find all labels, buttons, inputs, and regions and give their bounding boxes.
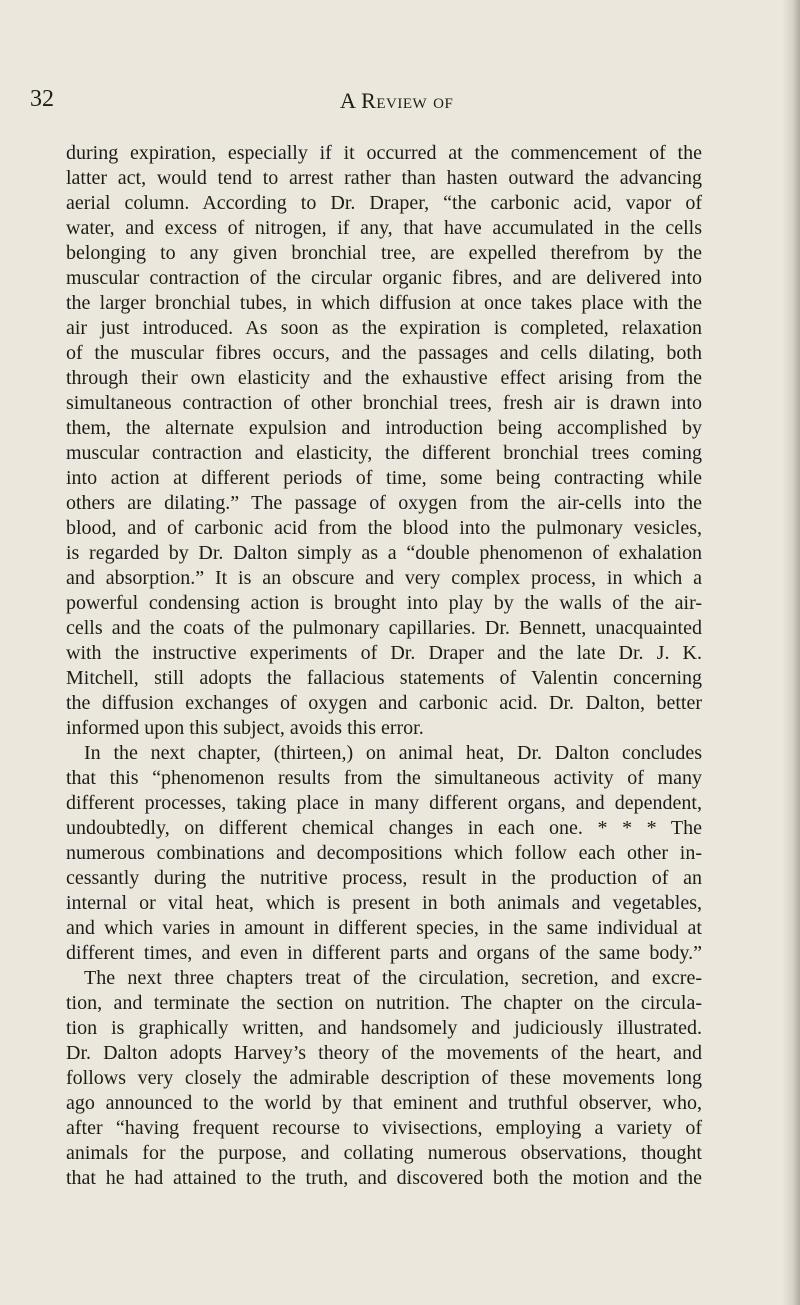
- text-line: into action at different periods of time, some being contracting while: [66, 467, 702, 489]
- text-line: with the instructive experiments of Dr. Draper and the late Dr. J. K.: [66, 642, 702, 664]
- text-line: internal or vital heat, which is present in both animals and vegetables,: [66, 892, 702, 914]
- text-line: after “having frequent recourse to vivisections, employing a variety of: [66, 1117, 702, 1139]
- text-line: tion is graphically written, and handsomely and judiciously illustrated.: [66, 1017, 702, 1039]
- page-edge-shadow: [782, 0, 800, 1305]
- text-line: different processes, taking place in many different organs, and dependent,: [66, 792, 702, 814]
- text-line: muscular contraction and elasticity, the different bronchial trees coming: [66, 442, 702, 464]
- text-line: air just introduced. As soon as the expiration is completed, relaxation: [66, 317, 702, 339]
- text-line: simultaneous contraction of other bronchial trees, fresh air is drawn into: [66, 392, 702, 414]
- text-line: that this “phenomenon results from the simultaneous activity of many: [66, 767, 702, 789]
- text-line: the larger bronchial tubes, in which diffusion at once takes place with the: [66, 292, 702, 314]
- text-line: animals for the purpose, and collating numerous observations, thought: [66, 1142, 702, 1164]
- text-line: Mitchell, still adopts the fallacious statements of Valentin concerning: [66, 667, 702, 689]
- text-line: In the next chapter, (thirteen,) on animal heat, Dr. Dalton concludes: [84, 742, 702, 764]
- text-line: is regarded by Dr. Dalton simply as a “double phenomenon of exhalation: [66, 542, 702, 564]
- text-line: through their own elasticity and the exhaustive effect arising from the: [66, 367, 702, 389]
- text-line: belonging to any given bronchial tree, are expelled therefrom by the: [66, 242, 702, 264]
- text-line: and which varies in amount in different species, in the same individual at: [66, 917, 702, 939]
- text-line: during expiration, especially if it occurred at the commencement of the: [66, 142, 702, 164]
- text-line: informed upon this subject, avoids this error.: [66, 717, 424, 739]
- text-line: of the muscular fibres occurs, and the passages and cells dilating, both: [66, 342, 702, 364]
- running-head: A Review of: [340, 88, 454, 113]
- text-line: ago announced to the world by that eminent and truthful observer, who,: [66, 1092, 702, 1114]
- text-line: The next three chapters treat of the circulation, secretion, and excre-: [84, 967, 702, 989]
- text-line: different times, and even in different parts and organs of the same body.”: [66, 942, 702, 964]
- text-line: that he had attained to the truth, and discovered both the motion and the: [66, 1167, 702, 1189]
- text-line: aerial column. According to Dr. Draper, “the carbonic acid, vapor of: [66, 192, 702, 214]
- text-line: tion, and terminate the section on nutrition. The chapter on the circula-: [66, 992, 702, 1014]
- text-line: Dr. Dalton adopts Harvey’s theory of the movements of the heart, and: [66, 1042, 702, 1064]
- text-line: powerful condensing action is brought into play by the walls of the air-: [66, 592, 702, 614]
- text-line: them, the alternate expulsion and introduction being accomplished by: [66, 417, 702, 439]
- body-text: [66, 141, 702, 1191]
- text-line: and absorption.” It is an obscure and very complex process, in which a: [66, 567, 702, 589]
- text-line: follows very closely the admirable description of these movements long: [66, 1067, 702, 1089]
- text-line: blood, and of carbonic acid from the blood into the pulmonary vesicles,: [66, 517, 702, 539]
- text-line: latter act, would tend to arrest rather than hasten outward the advancing: [66, 167, 702, 189]
- text-line: undoubtedly, on different chemical changes in each one. * * * The: [66, 817, 702, 839]
- text-line: others are dilating.” The passage of oxygen from the air-cells into the: [66, 492, 702, 514]
- text-line: muscular contraction of the circular organic fibres, and are delivered into: [66, 267, 702, 289]
- text-line: the diffusion exchanges of oxygen and carbonic acid. Dr. Dalton, better: [66, 692, 702, 714]
- text-line: water, and excess of nitrogen, if any, that have accumulated in the cells: [66, 217, 702, 239]
- text-line: numerous combinations and decompositions which follow each other in-: [66, 842, 702, 864]
- page-number: 32: [30, 86, 54, 112]
- text-line: cells and the coats of the pulmonary capillaries. Dr. Bennett, unacquainted: [66, 617, 702, 639]
- text-line: cessantly during the nutritive process, result in the production of an: [66, 867, 702, 889]
